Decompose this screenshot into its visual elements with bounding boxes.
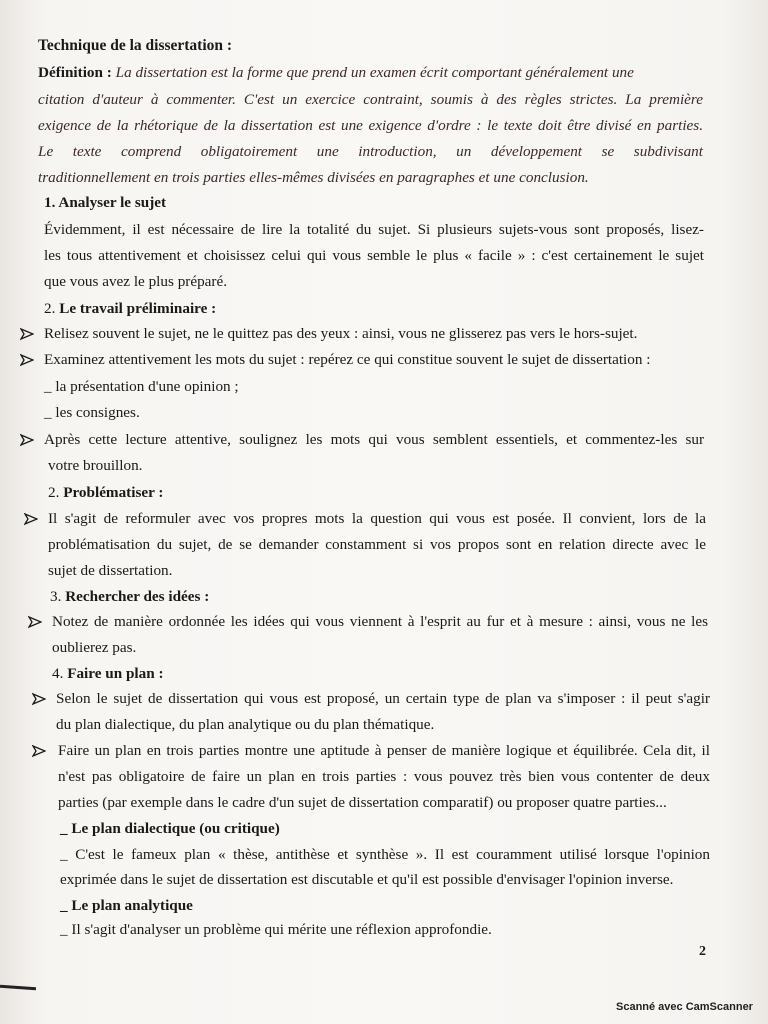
document-title: Technique de la dissertation : bbox=[38, 37, 233, 54]
plan-bullet1-line-1: Selon le sujet de dissertation qui vous est proposé, un certain type de plan va s'imposer : il peut s'agir bbox=[56, 690, 710, 707]
section-heading-rechercher bbox=[50, 587, 209, 607]
arrow-bullet-icon bbox=[20, 433, 34, 447]
rechercher-line-1: Notez de manière ordonnée les idées qui vous viennent à l'esprit au fur et à mesure : ainsi, vous ne les bbox=[52, 613, 708, 630]
section-heading-text: Faire un plan : bbox=[67, 665, 164, 682]
bullet-examinez: Examinez attentivement les mots du sujet : repérez ce qui constitue souvent le sujet de dissertation : bbox=[44, 351, 651, 368]
scanner-watermark: Scanné avec CamScanner bbox=[616, 1001, 753, 1013]
definition-line-3: exigence de la rhétorique de la dissertation est une exigence d'ordre : le texte doit être divisé en parties. bbox=[38, 117, 703, 134]
section1-line-3: que vous avez le plus préparé. bbox=[44, 273, 228, 290]
definition-text: La dissertation est la forme que prend un examen écrit comportant généralement une bbox=[115, 64, 634, 81]
sub-item-consignes: _ les consignes. bbox=[44, 404, 140, 421]
bullet-apres-line-2: votre brouillon. bbox=[48, 457, 143, 474]
plan-bullet2-line-3: parties (par exemple dans le cadre d'un sujet de dissertation comparatif) ou proposer quatre parties... bbox=[58, 794, 667, 811]
bullet-relisez: Relisez souvent le sujet, ne le quittez pas des yeux : ainsi, vous ne glisserez pas vers le hors-sujet. bbox=[44, 325, 638, 342]
definition-line-4: Le texte comprend obligatoirement une introduction, un développement se subdivisant bbox=[38, 143, 703, 160]
section-heading-text: Le travail préliminaire : bbox=[59, 300, 217, 317]
section1-line-1: Évidemment, il est nécessaire de lire la totalité du sujet. Si plusieurs sujets-vous sont proposés, lisez- bbox=[44, 221, 704, 238]
problematiser-line-2: problématisation du sujet, de se demander constamment si vos propos sont en relation directe avec le bbox=[48, 536, 706, 553]
section-number: 2. bbox=[44, 300, 56, 317]
arrow-bullet-icon bbox=[32, 744, 46, 758]
section-heading-plan bbox=[52, 664, 164, 684]
bullet-apres-line-1: Après cette lecture attentive, soulignez les mots qui vous semblent essentiels, et commentez-les sur bbox=[44, 431, 704, 448]
plan-dialectique-heading: _ Le plan dialectique (ou critique) bbox=[60, 820, 280, 837]
definition-line-1 bbox=[38, 63, 703, 83]
sub-item-opinion: _ la présentation d'une opinion ; bbox=[44, 378, 239, 395]
page-edge-mark bbox=[0, 985, 36, 991]
plan-bullet2-line-2: n'est pas obligatoire de faire un plan en trois parties : vous pouvez très bien vous contenter de deux bbox=[58, 768, 710, 785]
section-heading-text: Problématiser : bbox=[63, 484, 164, 501]
plan-dialectique-line-1: _ C'est le fameux plan « thèse, antithèse et synthèse ». Il est couramment utilisé lorsque l'opinion bbox=[60, 846, 710, 863]
plan-bullet1-line-2: du plan dialectique, du plan analytique ou du plan thématique. bbox=[56, 716, 435, 733]
plan-dialectique-line-2: exprimée dans le sujet de dissertation est discutable et qu'il est possible d'envisager l'opinion inverse. bbox=[60, 871, 674, 888]
plan-analytique-heading: _ Le plan analytique bbox=[60, 897, 193, 914]
definition-line-2: citation d'auteur à commenter. C'est un exercice contraint, soumis à des règles strictes. La première bbox=[38, 91, 703, 108]
section-number: 2. bbox=[48, 484, 60, 501]
arrow-bullet-icon bbox=[24, 512, 38, 526]
definition-label: Définition : bbox=[38, 64, 112, 81]
section-heading-text: Rechercher des idées : bbox=[65, 588, 210, 605]
plan-analytique-line-1: _ Il s'agit d'analyser un problème qui mérite une réflexion approfondie. bbox=[60, 921, 492, 938]
section1-line-2: les tous attentivement et choisissez celui qui vous semble le plus « facile » : c'est certainement le sujet bbox=[44, 247, 704, 264]
plan-bullet2-line-1: Faire un plan en trois parties montre une aptitude à penser de manière logique et équilibrée. Cela dit, il bbox=[58, 742, 710, 759]
arrow-bullet-icon bbox=[28, 615, 42, 629]
definition-line-5: traditionnellement en trois parties elles-mêmes divisées en paragraphes et une conclusion. bbox=[38, 169, 589, 186]
arrow-bullet-icon bbox=[20, 327, 34, 341]
section-number: 3. bbox=[50, 588, 62, 605]
page-number: 2 bbox=[699, 944, 706, 959]
section-heading-travail bbox=[44, 299, 216, 319]
section-heading-problematiser bbox=[48, 483, 163, 503]
arrow-bullet-icon bbox=[20, 353, 34, 367]
section-number: 4. bbox=[52, 665, 64, 682]
arrow-bullet-icon bbox=[32, 692, 46, 706]
rechercher-line-2: oublierez pas. bbox=[52, 639, 137, 656]
problematiser-line-3: sujet de dissertation. bbox=[48, 562, 173, 579]
section-heading-analyser: 1. Analyser le sujet bbox=[44, 194, 167, 211]
problematiser-line-1: Il s'agit de reformuler avec vos propres mots la question qui vous est posée. Il convient, lors de la bbox=[48, 510, 706, 527]
